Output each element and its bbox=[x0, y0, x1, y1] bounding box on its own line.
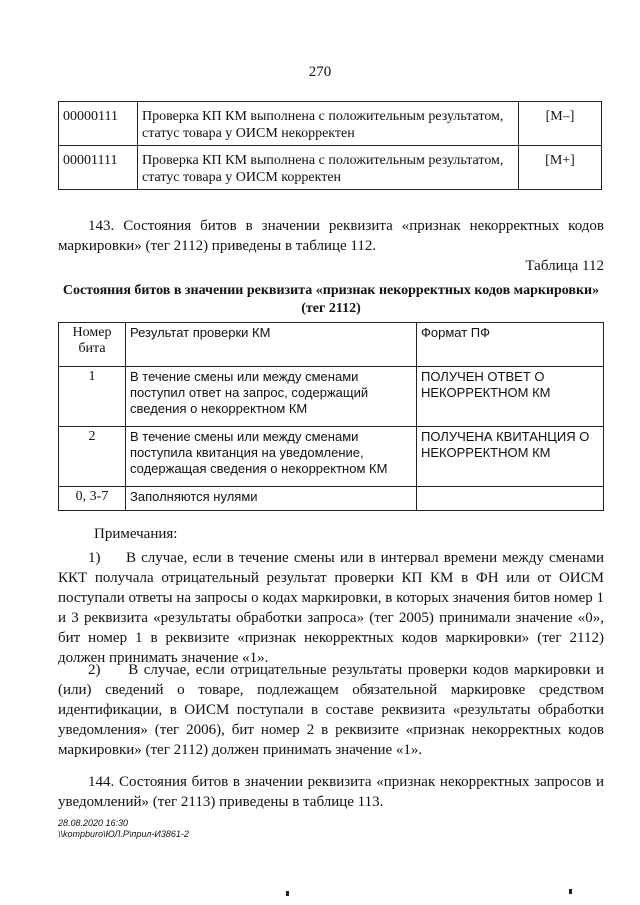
format-code: [М+] bbox=[519, 146, 602, 190]
notes-title: Примечания: bbox=[94, 526, 178, 542]
scan-mark bbox=[286, 891, 289, 896]
bits-table bbox=[58, 322, 604, 511]
scan-mark bbox=[569, 889, 572, 894]
table-row bbox=[59, 487, 604, 511]
table-header-row bbox=[59, 323, 604, 367]
print-format: ПОЛУЧЕНА КВИТАНЦИЯ О НЕКОРРЕКТНОМ КМ bbox=[417, 427, 604, 487]
paragraph-144: 144. Состояния битов в значении реквизита «признак некорректных запросов и уведомлений» (тег 2113) приведены в таблице 113. bbox=[58, 774, 604, 810]
check-result: Заполняются нулями bbox=[126, 487, 417, 511]
table-label: Таблица 112 bbox=[525, 258, 604, 274]
format-code: [М–] bbox=[519, 102, 602, 146]
bit-code: 00001111 bbox=[59, 146, 138, 190]
status-table bbox=[58, 101, 602, 190]
paragraph-143: 143. Состояния битов в значении реквизита «признак некорректных кодов маркировки» (тег 2112) приведены в таблице 112. bbox=[58, 218, 604, 254]
bit-number: 0, 3-7 bbox=[59, 487, 126, 511]
page-number: 270 bbox=[308, 64, 332, 80]
print-format: ПОЛУЧЕН ОТВЕТ О НЕКОРРЕКТНОМ КМ bbox=[417, 367, 604, 427]
footer-date: 28.08.2020 16:30 bbox=[58, 818, 129, 828]
check-result: В течение смены или между сменами поступила квитанция на уведомление, содержащая сведения о некорректном КМ bbox=[126, 427, 417, 487]
table-row bbox=[59, 367, 604, 427]
bit-code: 00000111 bbox=[59, 102, 138, 146]
bit-number: 1 bbox=[59, 367, 126, 427]
status-description: Проверка КП КМ выполнена с положительным результатом, статус товара у ОИСМ некорректен bbox=[138, 102, 519, 146]
footer-path: \\kompburo\ЮЛ.Р\прил-И3861-2 bbox=[58, 829, 189, 839]
header-format: Формат ПФ bbox=[417, 323, 604, 367]
table-row bbox=[59, 427, 604, 487]
table-row bbox=[59, 102, 602, 146]
status-description: Проверка КП КМ выполнена с положительным результатом, статус товара у ОИСМ корректен bbox=[138, 146, 519, 190]
check-result: В течение смены или между сменами поступил ответ на запрос, содержащий сведения о некорректном КМ bbox=[126, 367, 417, 427]
table-row bbox=[59, 146, 602, 190]
table-title: Состояния битов в значении реквизита «признак некорректных кодов маркировки» (тег 2112) bbox=[62, 283, 600, 316]
note-2: 2) В случае, если отрицательные результаты проверки кодов маркировки и (или) сведений о товаре, подлежащем обязательной маркировке средством идентификации, в ОИСМ поступали в составе реквизита «результаты обработки уведомления» (тег 2006), бит номер 2 в реквизите «признак некорректных кодов маркировки» (тег 2112) должен принимать значение «1». bbox=[58, 662, 608, 758]
print-format bbox=[417, 487, 604, 511]
header-result: Результат проверки КМ bbox=[126, 323, 417, 367]
footer bbox=[58, 818, 189, 840]
bit-number: 2 bbox=[59, 427, 126, 487]
note-1: 1) В случае, если в течение смены или в интервал времени между сменами ККТ получала отрицательный результат проверки КП КМ в ФН или от ОИСМ поступали ответы на запросы о кодах маркировки, в которых значения битов номер 1 и 3 реквизита «результаты обработки запроса» (тег 2005) принимали значение «0», бит номер 1 в реквизите «признак некорректных кодов маркировки» (тег 2112) должен принимать значение «1». bbox=[58, 550, 608, 666]
header-bit-number: Номер бита bbox=[59, 323, 126, 367]
